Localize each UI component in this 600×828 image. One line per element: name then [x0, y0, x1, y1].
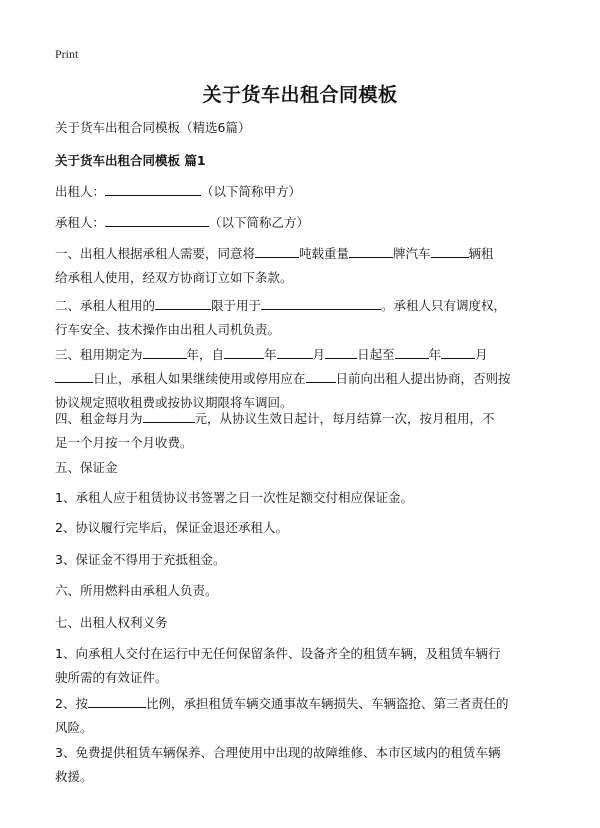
clause-7-item-2-line-2: 风险。 [55, 720, 93, 735]
clause-2-text-c: 。承租人只有调度权， [381, 298, 507, 313]
clause-3-blank-8 [306, 368, 336, 383]
clause-6: 六、所用燃料由承租人负责。 [55, 583, 218, 598]
document-subtitle: 关于货车出租合同模板（精选6篇） [55, 120, 251, 135]
clause-1 [55, 242, 555, 290]
clause-2-blank-1 [155, 295, 211, 310]
clause-3-blank-4 [325, 344, 357, 359]
clause-2-text-b: 限于用于 [211, 298, 262, 313]
lessor-blank [105, 181, 201, 196]
clause-7-item-2-blank [88, 693, 146, 708]
print-link[interactable]: Print [55, 47, 79, 61]
clause-5-heading: 五、保证金 [55, 460, 118, 475]
clause-2-text-a: 二、承租人租用的 [55, 298, 156, 313]
clause-7-heading: 七、出租人权利义务 [55, 615, 168, 630]
clause-7-item-1 [55, 642, 555, 690]
document-title: 关于货车出租合同模板 [202, 84, 398, 106]
clause-1-text-b: 吨载重量 [299, 246, 350, 261]
clause-1-text-c: 牌汽车 [393, 246, 431, 261]
clause-3-blank-7 [55, 368, 93, 383]
clause-1-blank-3 [431, 243, 469, 258]
clause-5-item-1: 1、承租人应于租赁协议书签署之日一次性足额交付相应保证金。 [55, 490, 413, 505]
clause-7-item-2-text-a: 2、按 [55, 696, 88, 711]
lessor-label: 出租人： [55, 184, 106, 199]
lessee-blank [105, 212, 209, 227]
lessee-line [55, 211, 555, 235]
clause-7-item-1-line-2: 驶所需的有效证件。 [55, 670, 168, 685]
clause-7-item-1-line-1: 1、向承租人交付在运行中无任何保留条件、设备齐全的租赁车辆，及租赁车辆行 [55, 646, 501, 661]
clause-5-item-2: 2、协议履行完毕后，保证金退还承租人。 [55, 520, 288, 535]
clause-5-item-3: 3、保证金不得用于充抵租金。 [55, 552, 226, 567]
clause-1-blank-2 [349, 243, 393, 258]
clause-3-text-a: 三、租用期定为 [55, 347, 143, 362]
clause-3-text-d: 月 [312, 347, 326, 362]
clause-4-text-b: 元，从协议生效日起计，每月结算一次，按月租用，不 [194, 411, 495, 426]
clause-3-blank-1 [143, 344, 187, 359]
clause-7-item-3 [55, 741, 555, 789]
clause-3-blank-3 [277, 344, 313, 359]
lessor-line [55, 180, 555, 204]
clause-3 [55, 343, 555, 415]
clause-7-item-3-line-1: 3、免费提供租赁车辆保养、合理使用中出现的故障维修、本市区域内的租赁车辆 [55, 745, 501, 760]
clause-2-blank-2 [261, 295, 381, 310]
lessee-note: （以下简称乙方） [209, 215, 310, 230]
clause-3-blank-5 [395, 344, 429, 359]
clause-3-text-e: 日起至 [357, 347, 395, 362]
clause-7-item-3-line-2: 救援。 [55, 769, 93, 784]
clause-4-line-2: 足一个月按一个月收费。 [55, 435, 193, 450]
clause-3-blank-6 [441, 344, 475, 359]
clause-3-text-h: 日止，承租人如果继续使用或停用应在 [93, 371, 306, 386]
section-heading: 关于货车出租合同模板 篇1 [55, 153, 206, 168]
clause-3-text-i: 日前向出租人提出协商，否则按 [335, 371, 511, 386]
clause-3-blank-2 [224, 344, 264, 359]
clause-7-item-2-text-b: 比例，承担租赁车辆交通事故车辆损失、车辆盗抢、第三者责任的 [145, 696, 509, 711]
clause-1-blank-1 [255, 243, 299, 258]
clause-2-line-2: 行车安全、技术操作由出租人司机负责。 [55, 322, 281, 337]
lessor-note: （以下简称甲方） [201, 184, 302, 199]
clause-4 [55, 407, 555, 455]
clause-3-line-3: 协议规定照收租费或按协议期限将车调回。 [55, 395, 293, 410]
clause-3-text-b: 年，自 [186, 347, 225, 362]
clause-1-text-d: 辆租 [468, 246, 494, 261]
clause-2 [55, 294, 555, 342]
clause-4-blank-1 [143, 408, 195, 423]
clause-3-text-c: 年 [264, 347, 277, 362]
clause-4-text-a: 四、租金每月为 [55, 411, 143, 426]
clause-1-line-2: 给承租人使用，经双方协商订立如下条款。 [55, 270, 293, 285]
clause-3-text-f: 年 [428, 347, 442, 362]
clause-7-item-2 [55, 692, 555, 740]
clause-3-text-g: 月 [475, 347, 488, 362]
lessee-label: 承租人： [55, 215, 106, 230]
clause-1-text-a: 一、出租人根据承租人需要，同意将 [55, 246, 256, 261]
